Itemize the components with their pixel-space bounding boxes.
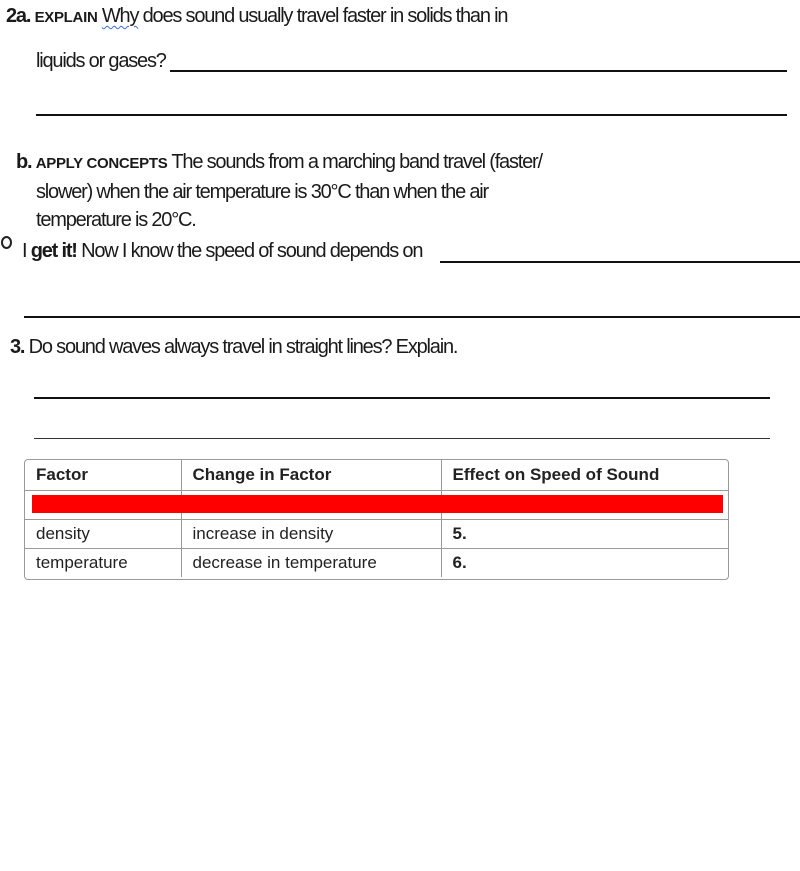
- question-2b-number: b.: [16, 151, 32, 173]
- get-it-text: Now I know the speed of sound depends on: [76, 240, 423, 262]
- question-3-number: 3.: [10, 336, 25, 358]
- table-header-row: [25, 460, 728, 490]
- answer-line-2a-2[interactable]: [36, 114, 787, 116]
- get-it-bold: get it!: [30, 240, 77, 262]
- checkbox-circle-icon[interactable]: [1, 236, 12, 249]
- get-it-statement: [22, 237, 422, 265]
- answer-line-3-1[interactable]: [34, 397, 770, 399]
- question-2b-keyword: APPLY CONCEPTS: [35, 155, 168, 172]
- question-2b-line1: [16, 148, 542, 178]
- factor-table: [24, 459, 729, 580]
- answer-line-get-it-2[interactable]: [24, 316, 800, 318]
- question-2b-line3: temperature is 20°C.: [36, 209, 196, 231]
- table-cell-effect-answer[interactable]: 5.: [441, 519, 728, 548]
- table-row: [25, 548, 728, 577]
- table-header-change: Change in Factor: [181, 460, 441, 490]
- table-cell-factor: density: [25, 519, 181, 548]
- answer-line-get-it-1[interactable]: [440, 261, 800, 263]
- question-3-text: Do sound waves always travel in straight lines? Explain.: [24, 336, 458, 358]
- get-it-prefix: I: [22, 240, 31, 262]
- question-2b-line2: slower) when the air temperature is 30°C than when the air: [36, 181, 488, 203]
- answer-line-2a-1[interactable]: [170, 70, 787, 72]
- table-header-effect: Effect on Speed of Sound: [441, 460, 728, 490]
- table-cell-effect-answer[interactable]: 6.: [452, 552, 467, 572]
- question-2b-text: The sounds from a marching band travel (faster/: [167, 151, 542, 173]
- factor-table-grid: [25, 460, 728, 577]
- question-3-line: [10, 333, 457, 361]
- question-2a-keyword: EXPLAIN: [34, 9, 98, 26]
- question-2a-number: 2a.: [6, 5, 31, 27]
- spellcheck-flagged-word[interactable]: Why: [101, 5, 139, 27]
- table-cell-factor: temperature: [25, 548, 181, 577]
- question-2a-text: does sound usually travel faster in solids than in: [138, 5, 508, 27]
- answer-line-3-2[interactable]: [34, 438, 770, 439]
- table-row: [25, 519, 728, 548]
- redaction-bar: [32, 495, 723, 513]
- question-2a-line1: [6, 2, 507, 32]
- table-header-factor: Factor: [25, 460, 181, 490]
- question-2a-line2: liquids or gases?: [36, 50, 166, 72]
- table-cell-change: increase in density: [181, 519, 441, 548]
- table-cell-change: decrease in temperature: [181, 548, 441, 577]
